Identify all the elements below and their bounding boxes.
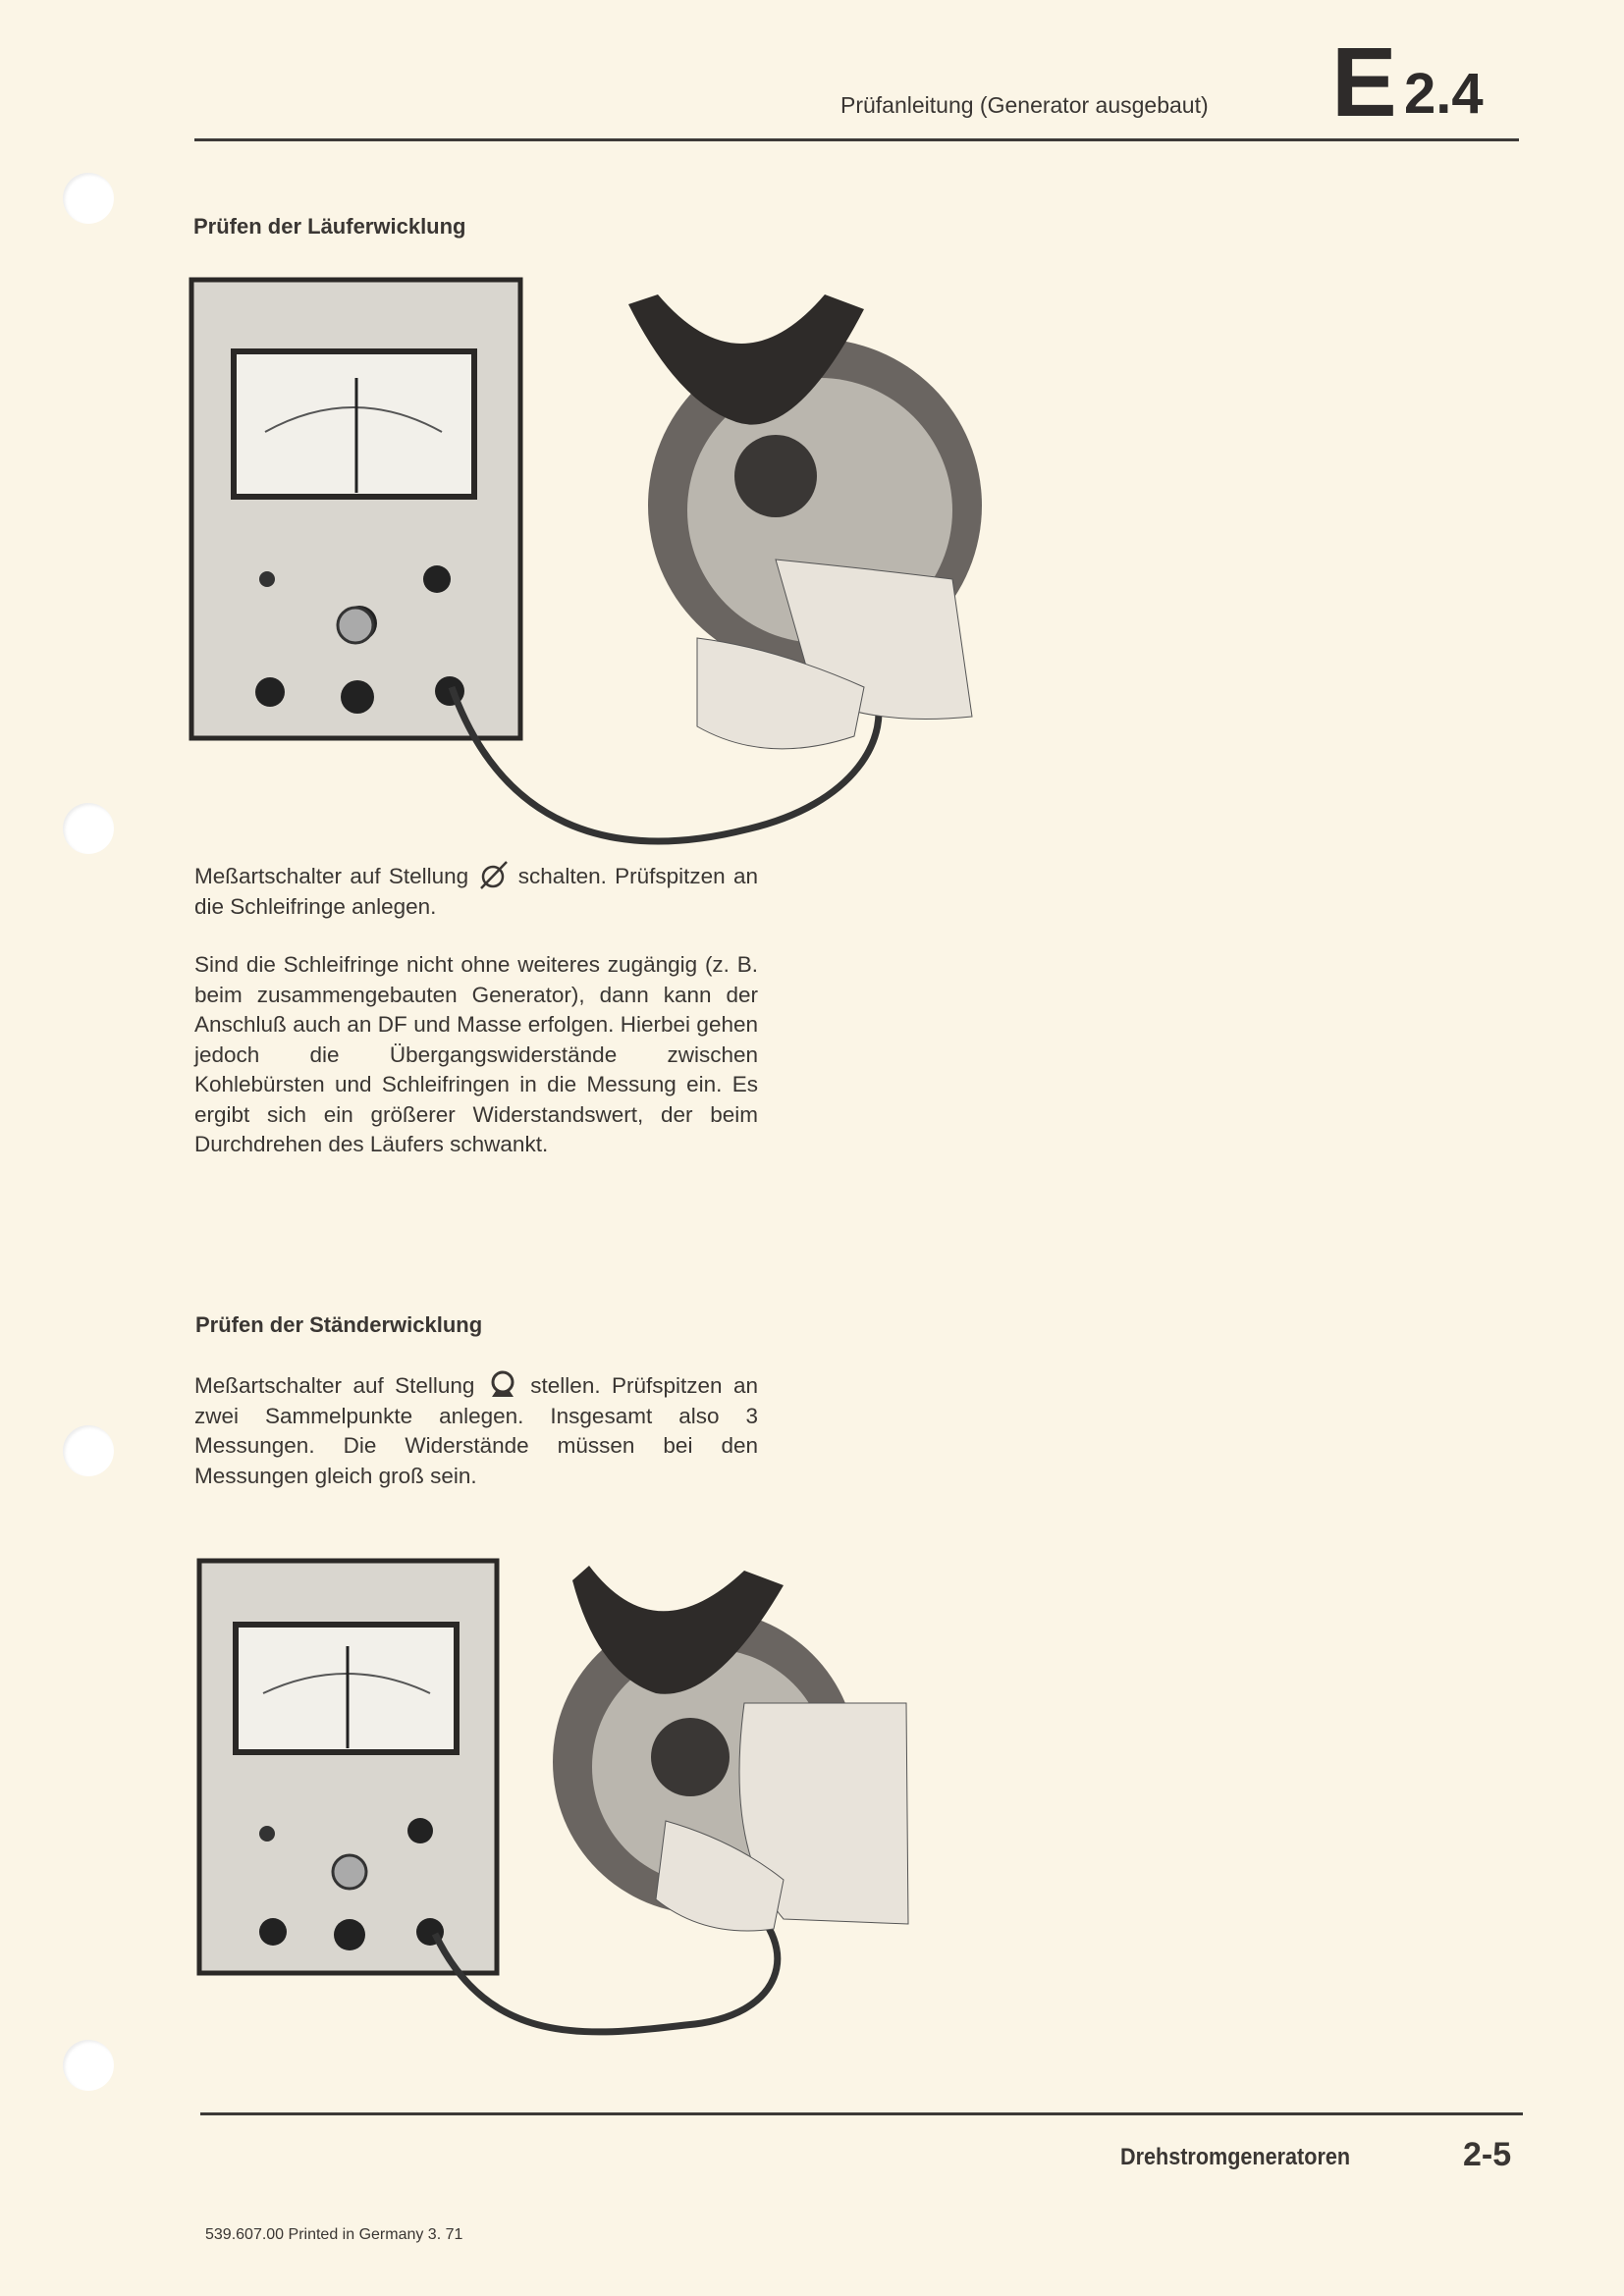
stator-test-photo bbox=[194, 1556, 1000, 2047]
section-number: 2.4 bbox=[1404, 62, 1484, 126]
section1-heading: Prüfen der Läuferwicklung bbox=[193, 214, 466, 239]
text: Meßartschalter auf Stellung bbox=[194, 864, 469, 888]
section-letter: E bbox=[1331, 27, 1397, 137]
text: Meßartschalter auf Stellung bbox=[194, 1373, 475, 1398]
generator bbox=[553, 1566, 908, 1931]
punch-hole bbox=[63, 2040, 114, 2091]
page-number: 2-5 bbox=[1463, 2136, 1512, 2173]
footer-rule bbox=[200, 2112, 1523, 2115]
punch-hole bbox=[63, 1425, 114, 1476]
section1-paragraph2: Sind die Schleifringe nicht ohne weiteres zugängig (z. B. beim zusammengebauten Generator), dann kann der Anschluß auch an DF und Masse erfolgen. Hierbei gehen jedoch die Übergangswiderstände zwischen Kohlebürsten und Schleifringen in die Messung ein. Es ergibt sich ein größerer Widerstandswert, der beim Durchdrehen des Läufers schwankt. bbox=[194, 952, 758, 1156]
section2-paragraph1 bbox=[194, 1369, 758, 1491]
header-title: Prüfanleitung (Generator ausgebaut) bbox=[840, 92, 1209, 118]
header-rule bbox=[194, 138, 1519, 141]
text: stellen. Prüfspitzen an zwei Sammelpunkte anlegen. Insgesamt also 3 Messungen. Die Widerstände müssen bei den Messungen gleich groß sein. bbox=[194, 1373, 758, 1488]
footer-chapter: Drehstromgeneratoren bbox=[1120, 2144, 1351, 2170]
rotor-test-photo bbox=[187, 275, 1070, 854]
punch-hole bbox=[63, 803, 114, 854]
multimeter bbox=[199, 1561, 497, 1973]
section1-paragraph1 bbox=[194, 860, 758, 922]
text: schalten. Prüfspitzen an die Schleifringe anlegen. bbox=[194, 864, 758, 919]
ohm-symbol-icon bbox=[486, 1369, 519, 1399]
multimeter bbox=[191, 280, 520, 738]
section2-heading: Prüfen der Ständerwicklung bbox=[195, 1312, 483, 1337]
generator bbox=[628, 294, 982, 749]
resistance-symbol-icon bbox=[477, 860, 511, 889]
punch-hole bbox=[63, 173, 114, 224]
print-info: 539.607.00 Printed in Germany 3. 71 bbox=[205, 2226, 463, 2243]
